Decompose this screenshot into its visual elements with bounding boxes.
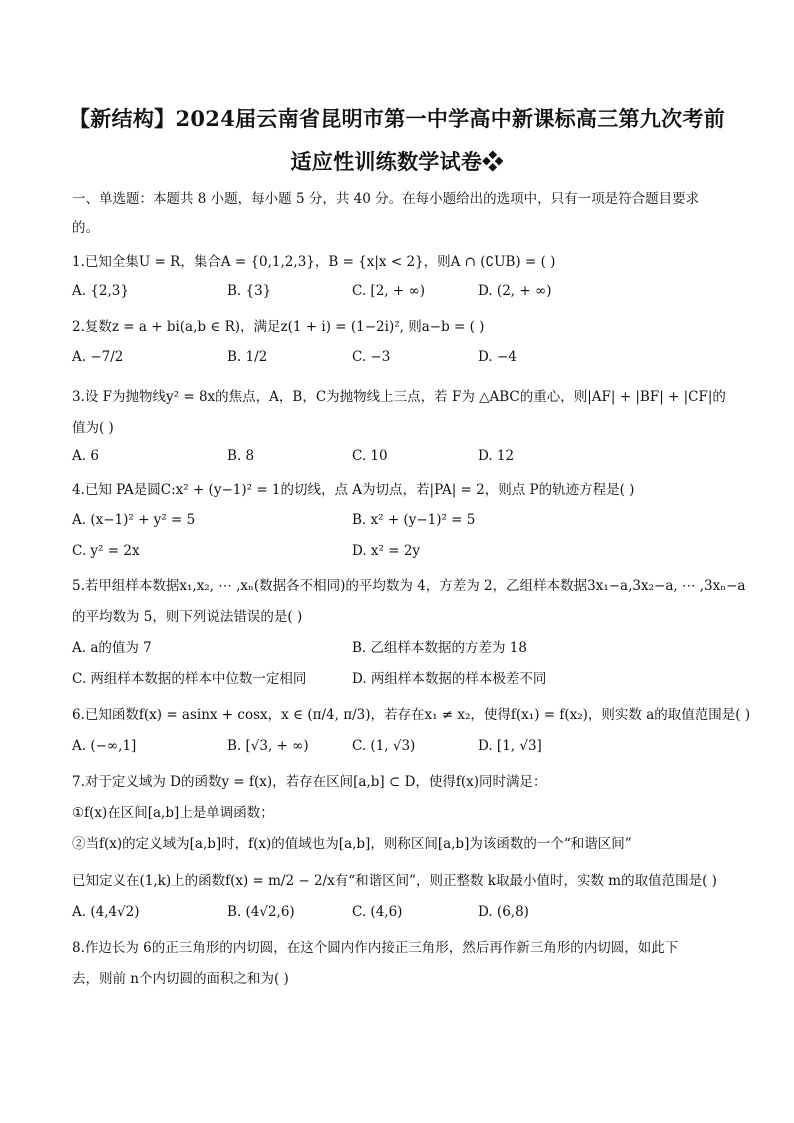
question-7-condition-2: ②当f(x)的定义域为[a,b]时，f(x)的值域也为[a,b]，则称区间[a,b]为该函数的一个“和谐区间”: [72, 836, 632, 852]
question-1-stem: 1.已知全集U = R，集合A = {0,1,2,3}，B = {x|x < 2}，则A ∩ (∁UB) = ( ): [72, 254, 556, 270]
question-3-option-b: B. 8: [227, 448, 255, 464]
section-instructions: 一、单选题：本题共 8 小题，每小题 5 分，共 40 分。在每小题给出的选项中，只有一项是符合题目要求: [72, 191, 700, 207]
question-2-option-d: D. −4: [478, 349, 517, 365]
question-3-option-d: D. 12: [478, 448, 515, 464]
question-8-stem: 8.作边长为 6的正三角形的内切圆，在这个圆内作内接正三角形，然后再作新三角形的内切圆，如此下: [72, 940, 679, 956]
question-1-option-b: B. {3}: [227, 283, 272, 299]
question-3-option-c: C. 10: [352, 448, 388, 464]
question-2-option-c: C. −3: [352, 349, 391, 365]
question-4-option-a: A. (x−1)² + y² = 5: [72, 512, 196, 528]
question-7-option-d: D. (6,8): [478, 904, 529, 920]
section-instructions-cont: 的。: [72, 220, 99, 236]
question-1-option-d: D. (2, + ∞): [478, 283, 552, 299]
question-2-option-b: B. 1/2: [227, 349, 268, 365]
question-5-option-d: D. 两组样本数据的样本极差不同: [352, 671, 547, 687]
question-4-stem: 4.已知 PA是圆C:x² + (y−1)² = 1的切线，点 A为切点，若|PA| = 2，则点 P的轨迹方程是( ): [72, 482, 635, 498]
question-7-option-a: A. (4,4√2): [72, 904, 140, 920]
question-5-option-b: B. 乙组样本数据的方差为 18: [352, 640, 527, 656]
exam-title-line1: 【新结构】2024届云南省昆明市第一中学高中新课标高三第九次考前: [68, 106, 726, 131]
question-7-stem-cont: 已知定义在(1,k)上的函数f(x) = m/2 − 2/x有“和谐区间”，则正整数 k取最小值时，实数 m的取值范围是( ): [72, 873, 717, 889]
question-5-stem-cont: 的平均数为 5，则下列说法错误的是( ): [72, 609, 303, 625]
question-3-option-a: A. 6: [72, 448, 99, 464]
question-3-stem: 3.设 F为抛物线y² = 8x的焦点，A，B，C为抛物线上三点，若 F为 △ABC的重心，则|AF| + |BF| + |CF|的: [72, 389, 726, 405]
question-7-stem: 7.对于定义域为 D的函数y = f(x)，若存在区间[a,b] ⊂ D，使得f(x)同时满足：: [72, 774, 547, 790]
question-6-stem: 6.已知函数f(x) = asinx + cosx，x ∈ (π/4, π/3)，若存在x₁ ≠ x₂，使得f(x₁) = f(x₂)，则实数 a的取值范围是( ): [72, 707, 751, 723]
question-6-option-c: C. (1, √3): [352, 738, 416, 754]
question-6-option-b: B. [√3, + ∞): [227, 738, 309, 754]
question-4-option-d: D. x² = 2y: [352, 543, 421, 559]
question-6-option-a: A. (−∞,1]: [72, 738, 137, 754]
exam-title-line2: 适应性训练数学试卷❖: [290, 149, 504, 174]
question-7-option-b: B. (4√2,6): [227, 904, 295, 920]
question-1-option-a: A. {2,3}: [72, 283, 129, 299]
question-7-option-c: C. (4,6): [352, 904, 403, 920]
question-8-stem-cont: 去，则前 n个内切圆的面积之和为( ): [72, 971, 289, 987]
question-5-option-c: C. 两组样本数据的样本中位数一定相同: [72, 671, 307, 687]
question-6-option-d: D. [1, √3]: [478, 738, 542, 754]
question-1-option-c: C. [2, + ∞): [352, 283, 425, 299]
question-5-option-a: A. a的值为 7: [72, 640, 152, 656]
question-2-stem: 2.复数z = a + bi(a,b ∈ R)，满足z(1 + i) = (1−2i)², 则a−b = ( ): [72, 319, 485, 335]
question-5-stem: 5.若甲组样本数据x₁,x₂, ⋯ ,xₙ(数据各不相同)的平均数为 4，方差为 2，乙组样本数据3x₁−a,3x₂−a, ⋯ ,3xₙ−a: [72, 578, 746, 594]
question-4-option-c: C. y² = 2x: [72, 543, 140, 559]
question-2-option-a: A. −7/2: [72, 349, 124, 365]
question-7-condition-1: ①f(x)在区间[a,b]上是单调函数；: [72, 805, 274, 821]
question-4-option-b: B. x² + (y−1)² = 5: [352, 512, 476, 528]
question-3-stem-cont: 值为( ): [72, 420, 114, 436]
